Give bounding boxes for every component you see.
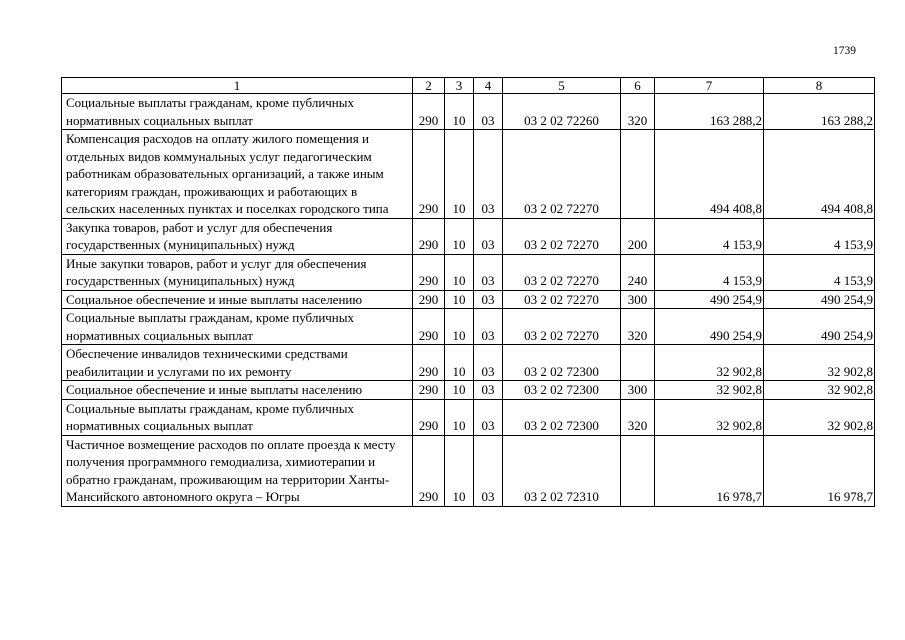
cell-code-2: 290 bbox=[413, 399, 445, 435]
page-number: 1739 bbox=[833, 45, 856, 57]
column-header-4: 4 bbox=[474, 78, 503, 94]
cell-code-2: 290 bbox=[413, 254, 445, 290]
cell-code-5: 03 2 02 72300 bbox=[503, 399, 621, 435]
table-body bbox=[62, 94, 875, 507]
cell-code-4: 03 bbox=[474, 290, 503, 309]
cell-code-5: 03 2 02 72300 bbox=[503, 345, 621, 381]
cell-code-6 bbox=[621, 130, 655, 219]
cell-code-5: 03 2 02 72300 bbox=[503, 381, 621, 400]
table-row bbox=[62, 309, 875, 345]
table-row bbox=[62, 345, 875, 381]
cell-amount-7: 4 153,9 bbox=[655, 218, 764, 254]
cell-amount-8: 32 902,8 bbox=[764, 399, 875, 435]
cell-amount-8: 490 254,9 bbox=[764, 290, 875, 309]
table-row bbox=[62, 399, 875, 435]
table-row bbox=[62, 381, 875, 400]
cell-amount-8: 32 902,8 bbox=[764, 381, 875, 400]
row-name: Социальное обеспечение и иные выплаты населению bbox=[62, 381, 413, 400]
cell-code-3: 10 bbox=[445, 399, 474, 435]
cell-code-5: 03 2 02 72270 bbox=[503, 218, 621, 254]
cell-amount-8: 163 288,2 bbox=[764, 94, 875, 130]
cell-code-5: 03 2 02 72270 bbox=[503, 290, 621, 309]
cell-code-6: 320 bbox=[621, 94, 655, 130]
cell-code-3: 10 bbox=[445, 218, 474, 254]
cell-code-2: 290 bbox=[413, 309, 445, 345]
cell-amount-7: 32 902,8 bbox=[655, 399, 764, 435]
cell-amount-7: 490 254,9 bbox=[655, 290, 764, 309]
cell-amount-7: 494 408,8 bbox=[655, 130, 764, 219]
row-name: Закупка товаров, работ и услуг для обеспечения государственных (муниципальных) нужд bbox=[62, 218, 413, 254]
cell-code-6 bbox=[621, 345, 655, 381]
cell-amount-8: 4 153,9 bbox=[764, 254, 875, 290]
cell-amount-7: 490 254,9 bbox=[655, 309, 764, 345]
row-name: Обеспечение инвалидов техническими средствами реабилитации и услугами по их ремонту bbox=[62, 345, 413, 381]
column-header-8: 8 bbox=[764, 78, 875, 94]
cell-code-6: 300 bbox=[621, 290, 655, 309]
cell-code-3: 10 bbox=[445, 254, 474, 290]
table-row bbox=[62, 130, 875, 219]
cell-code-6: 320 bbox=[621, 309, 655, 345]
cell-code-3: 10 bbox=[445, 435, 474, 506]
table-row bbox=[62, 254, 875, 290]
cell-code-2: 290 bbox=[413, 130, 445, 219]
cell-amount-8: 494 408,8 bbox=[764, 130, 875, 219]
cell-amount-7: 32 902,8 bbox=[655, 345, 764, 381]
row-name: Частичное возмещение расходов по оплате проезда к месту получения программного гемодиализа, химиотерапии и обратно гражданам, проживающим на территории Ханты-Мансийского автономного округа – Югры bbox=[62, 435, 413, 506]
cell-code-2: 290 bbox=[413, 435, 445, 506]
cell-code-2: 290 bbox=[413, 290, 445, 309]
cell-code-4: 03 bbox=[474, 309, 503, 345]
cell-code-3: 10 bbox=[445, 381, 474, 400]
cell-code-2: 290 bbox=[413, 218, 445, 254]
column-header-2: 2 bbox=[413, 78, 445, 94]
table-row bbox=[62, 290, 875, 309]
cell-code-3: 10 bbox=[445, 130, 474, 219]
cell-amount-8: 32 902,8 bbox=[764, 345, 875, 381]
cell-code-2: 290 bbox=[413, 345, 445, 381]
header-row bbox=[62, 78, 875, 94]
table-row bbox=[62, 218, 875, 254]
cell-code-4: 03 bbox=[474, 345, 503, 381]
cell-code-4: 03 bbox=[474, 399, 503, 435]
table-header bbox=[62, 78, 875, 94]
cell-code-5: 03 2 02 72310 bbox=[503, 435, 621, 506]
cell-code-4: 03 bbox=[474, 94, 503, 130]
cell-code-4: 03 bbox=[474, 381, 503, 400]
column-header-6: 6 bbox=[621, 78, 655, 94]
cell-code-6: 240 bbox=[621, 254, 655, 290]
cell-amount-7: 32 902,8 bbox=[655, 381, 764, 400]
cell-code-5: 03 2 02 72270 bbox=[503, 309, 621, 345]
cell-amount-8: 4 153,9 bbox=[764, 218, 875, 254]
cell-amount-7: 16 978,7 bbox=[655, 435, 764, 506]
cell-amount-8: 16 978,7 bbox=[764, 435, 875, 506]
cell-code-3: 10 bbox=[445, 345, 474, 381]
cell-code-5: 03 2 02 72270 bbox=[503, 254, 621, 290]
row-name: Социальное обеспечение и иные выплаты населению bbox=[62, 290, 413, 309]
cell-code-2: 290 bbox=[413, 94, 445, 130]
cell-code-6: 200 bbox=[621, 218, 655, 254]
cell-code-4: 03 bbox=[474, 435, 503, 506]
column-header-5: 5 bbox=[503, 78, 621, 94]
cell-code-3: 10 bbox=[445, 290, 474, 309]
table-row bbox=[62, 94, 875, 130]
cell-code-6: 300 bbox=[621, 381, 655, 400]
row-name: Социальные выплаты гражданам, кроме публичных нормативных социальных выплат bbox=[62, 399, 413, 435]
cell-amount-8: 490 254,9 bbox=[764, 309, 875, 345]
column-header-3: 3 bbox=[445, 78, 474, 94]
table-row bbox=[62, 435, 875, 506]
cell-code-6 bbox=[621, 435, 655, 506]
cell-code-2: 290 bbox=[413, 381, 445, 400]
column-header-7: 7 bbox=[655, 78, 764, 94]
column-header-1: 1 bbox=[62, 78, 413, 94]
cell-amount-7: 4 153,9 bbox=[655, 254, 764, 290]
cell-code-5: 03 2 02 72260 bbox=[503, 94, 621, 130]
cell-code-4: 03 bbox=[474, 254, 503, 290]
cell-code-5: 03 2 02 72270 bbox=[503, 130, 621, 219]
row-name: Социальные выплаты гражданам, кроме публичных нормативных социальных выплат bbox=[62, 309, 413, 345]
cell-code-3: 10 bbox=[445, 309, 474, 345]
row-name: Компенсация расходов на оплату жилого помещения и отдельных видов коммунальных услуг педагогическим работникам образовательных организаций, а также иным категориям граждан, проживающих и работающих в сельских населенных пунктах и поселках городского типа bbox=[62, 130, 413, 219]
cell-code-4: 03 bbox=[474, 130, 503, 219]
cell-code-3: 10 bbox=[445, 94, 474, 130]
cell-code-4: 03 bbox=[474, 218, 503, 254]
row-name: Иные закупки товаров, работ и услуг для обеспечения государственных (муниципальных) нужд bbox=[62, 254, 413, 290]
row-name: Социальные выплаты гражданам, кроме публичных нормативных социальных выплат bbox=[62, 94, 413, 130]
budget-table bbox=[61, 77, 875, 507]
cell-amount-7: 163 288,2 bbox=[655, 94, 764, 130]
cell-code-6: 320 bbox=[621, 399, 655, 435]
